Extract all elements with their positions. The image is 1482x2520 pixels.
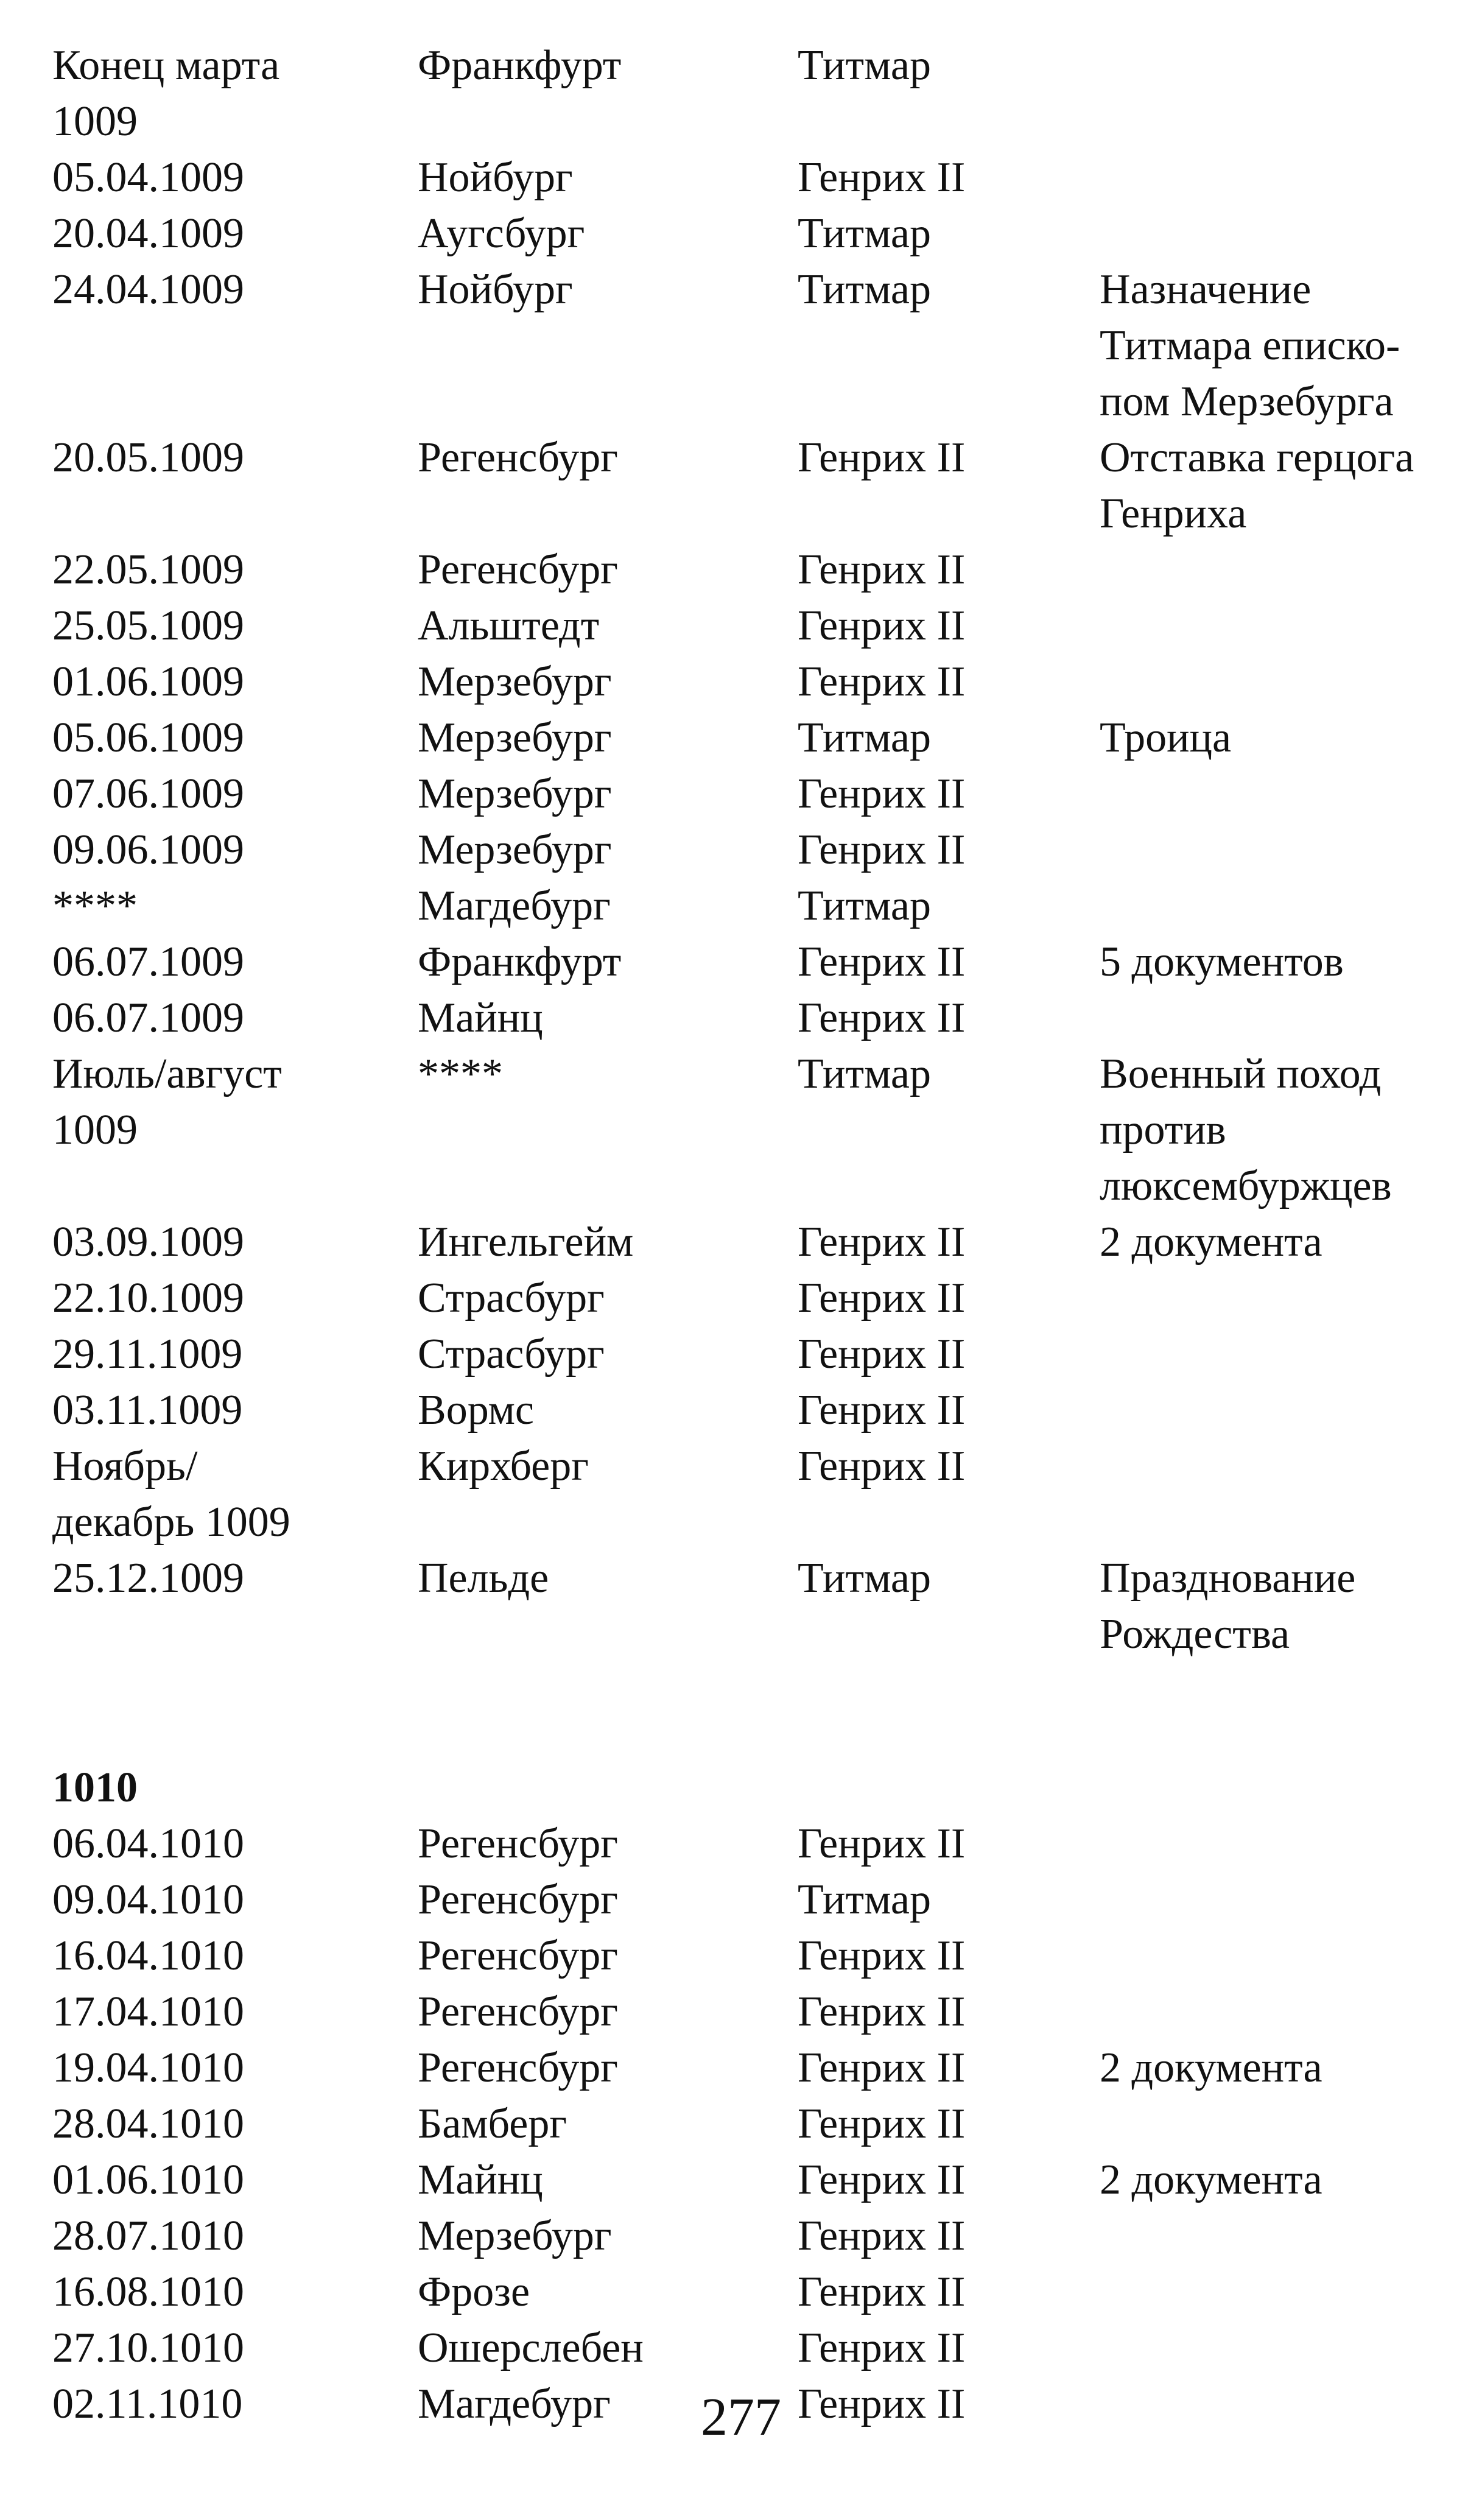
person-cell: Генрих II — [798, 434, 966, 481]
table-row — [52, 654, 1453, 710]
person-cell: Генрих II — [798, 1932, 966, 1979]
place-cell: Мерзебург — [418, 658, 612, 705]
table-row — [52, 1326, 1453, 1382]
place-cell: Мерзебург — [418, 770, 612, 817]
place-cell: Ингельгейм — [418, 1219, 634, 1265]
person-cell: Генрих II — [798, 1219, 966, 1265]
place-cell: Страсбург — [418, 1331, 605, 1378]
place-cell: Регенсбург — [418, 434, 618, 481]
person-cell: Генрих II — [798, 2325, 966, 2371]
table-row — [52, 542, 1453, 598]
date-cell: 28.04.1010 — [52, 2100, 244, 2147]
place-cell: Ошерслебен — [418, 2325, 644, 2371]
place-cell: Регенсбург — [418, 546, 618, 593]
person-cell: Генрих II — [798, 1820, 966, 1867]
person-cell: Титмар — [798, 210, 931, 257]
place-cell: Франкфурт — [418, 938, 622, 985]
table-row — [52, 934, 1453, 990]
section-gap — [52, 1663, 1453, 1760]
person-cell: Генрих II — [798, 602, 966, 649]
place-cell: Фрозе — [418, 2268, 530, 2315]
itinerary-table — [52, 38, 1453, 2432]
note-cell: Троица — [1100, 714, 1232, 761]
place-cell: Вормс — [418, 1387, 534, 1434]
date-cell: 01.06.1009 — [52, 658, 244, 705]
person-cell: Генрих II — [798, 1331, 966, 1378]
note-cell: Празднование Рождества — [1100, 1555, 1356, 1658]
place-cell: Кирхберг — [418, 1443, 589, 1490]
person-cell: Генрих II — [798, 2156, 966, 2203]
table-row — [52, 1214, 1453, 1270]
person-cell: Генрих II — [798, 546, 966, 593]
page-number: 277 — [701, 2388, 781, 2447]
date-cell: 16.04.1010 — [52, 1932, 244, 1979]
date-cell: 03.09.1009 — [52, 1219, 244, 1265]
place-cell: Страсбург — [418, 1275, 605, 1322]
person-cell: Генрих II — [798, 1443, 966, 1490]
table-row — [52, 822, 1453, 878]
date-cell: 28.07.1010 — [52, 2212, 244, 2259]
date-cell: **** — [52, 882, 138, 929]
person-cell: Генрих II — [798, 938, 966, 985]
person-cell: Генрих II — [798, 2044, 966, 2091]
person-cell: Генрих II — [798, 2212, 966, 2259]
person-cell: Титмар — [798, 1876, 931, 1923]
person-cell: Титмар — [798, 1555, 931, 1602]
date-cell: 07.06.1009 — [52, 770, 244, 817]
date-cell: 25.05.1009 — [52, 602, 244, 649]
place-cell: **** — [418, 1051, 503, 1097]
place-cell: Регенсбург — [418, 1932, 618, 1979]
place-cell: Магдебург — [418, 2381, 611, 2427]
note-cell: Назначение Титмара еписко- пом Мерзебурга — [1100, 266, 1400, 425]
table-row — [52, 1984, 1453, 2040]
date-cell: 25.12.1009 — [52, 1555, 244, 1602]
note-cell: 2 документа — [1100, 1219, 1322, 1265]
person-cell: Генрих II — [798, 1387, 966, 1434]
note-cell: 5 документов — [1100, 938, 1344, 985]
person-cell: Титмар — [798, 1051, 931, 1097]
place-cell: Пельде — [418, 1555, 549, 1602]
place-cell: Регенсбург — [418, 1876, 618, 1923]
date-cell: 20.04.1009 — [52, 210, 244, 257]
table-row — [52, 1816, 1453, 1872]
date-cell: 02.11.1010 — [52, 2381, 243, 2427]
table-row — [52, 2152, 1453, 2208]
place-cell: Бамберг — [418, 2100, 567, 2147]
place-cell: Магдебург — [418, 882, 611, 929]
place-cell: Мерзебург — [418, 714, 612, 761]
date-cell: 09.04.1010 — [52, 1876, 244, 1923]
table-row — [52, 2040, 1453, 2096]
place-cell: Аугсбург — [418, 210, 585, 257]
table-row — [52, 1872, 1453, 1928]
place-cell: Франкфурт — [418, 42, 622, 89]
person-cell: Генрих II — [798, 994, 966, 1041]
date-cell: 06.07.1009 — [52, 994, 244, 1041]
table-row — [52, 1270, 1453, 1326]
table-row — [52, 710, 1453, 766]
date-cell: Ноябрь/ декабрь 1009 — [52, 1443, 290, 1546]
place-cell: Регенсбург — [418, 1820, 618, 1867]
table-row — [52, 1046, 1453, 1214]
place-cell: Нойбург — [418, 154, 573, 201]
date-cell: 03.11.1009 — [52, 1387, 243, 1434]
date-cell: 17.04.1010 — [52, 1988, 244, 2035]
date-cell: 01.06.1010 — [52, 2156, 244, 2203]
date-cell: 09.06.1009 — [52, 826, 244, 873]
table-row — [52, 38, 1453, 150]
table-row — [52, 598, 1453, 654]
person-cell: Генрих II — [798, 826, 966, 873]
table-row — [52, 990, 1453, 1046]
date-cell: 22.10.1009 — [52, 1275, 244, 1322]
note-cell: 2 документа — [1100, 2044, 1322, 2091]
table-row — [52, 766, 1453, 822]
place-cell: Майнц — [418, 994, 543, 1041]
person-cell: Генрих II — [798, 154, 966, 201]
person-cell: Титмар — [798, 882, 931, 929]
table-row — [52, 262, 1453, 430]
place-cell: Регенсбург — [418, 2044, 618, 2091]
date-cell: 29.11.1009 — [52, 1331, 243, 1378]
date-cell: Конец марта 1009 — [52, 42, 280, 145]
date-cell: 27.10.1010 — [52, 2325, 244, 2371]
person-cell: Генрих II — [798, 770, 966, 817]
date-cell: 19.04.1010 — [52, 2044, 244, 2091]
person-cell: Генрих II — [798, 1988, 966, 2035]
place-cell: Мерзебург — [418, 826, 612, 873]
table-row — [52, 1438, 1453, 1550]
note-cell: Отставка герцога Генриха — [1100, 434, 1414, 537]
note-cell: Военный поход против люксембуржцев — [1100, 1051, 1392, 1209]
place-cell: Альштедт — [418, 602, 600, 649]
place-cell: Мерзебург — [418, 2212, 612, 2259]
table-row — [52, 1550, 1453, 1663]
date-cell: 20.05.1009 — [52, 434, 244, 481]
person-cell: Генрих II — [798, 2381, 966, 2427]
table-row — [52, 2208, 1453, 2264]
table-row — [52, 2264, 1453, 2320]
table-row — [52, 2096, 1453, 2152]
person-cell: Генрих II — [798, 2100, 966, 2147]
date-cell: 16.08.1010 — [52, 2268, 244, 2315]
person-cell: Генрих II — [798, 1275, 966, 1322]
person-cell: Титмар — [798, 714, 931, 761]
table-row — [52, 878, 1453, 934]
date-cell: 06.04.1010 — [52, 1820, 244, 1867]
table-row — [52, 1382, 1453, 1438]
person-cell: Титмар — [798, 266, 931, 313]
table-row — [52, 1928, 1453, 1984]
place-cell: Нойбург — [418, 266, 573, 313]
table-row — [52, 2320, 1453, 2376]
table-row — [52, 206, 1453, 262]
year-heading: 1010 — [52, 1764, 138, 1811]
person-cell: Генрих II — [798, 2268, 966, 2315]
date-cell: Июль/август 1009 — [52, 1051, 282, 1153]
place-cell: Майнц — [418, 2156, 543, 2203]
table-row — [52, 430, 1453, 542]
date-cell: 06.07.1009 — [52, 938, 244, 985]
date-cell: 24.04.1009 — [52, 266, 244, 313]
note-cell: 2 документа — [1100, 2156, 1322, 2203]
place-cell: Регенсбург — [418, 1988, 618, 2035]
person-cell: Титмар — [798, 42, 931, 89]
table-row — [52, 150, 1453, 206]
date-cell: 05.06.1009 — [52, 714, 244, 761]
date-cell: 22.05.1009 — [52, 546, 244, 593]
date-cell: 05.04.1009 — [52, 154, 244, 201]
person-cell: Генрих II — [798, 658, 966, 705]
